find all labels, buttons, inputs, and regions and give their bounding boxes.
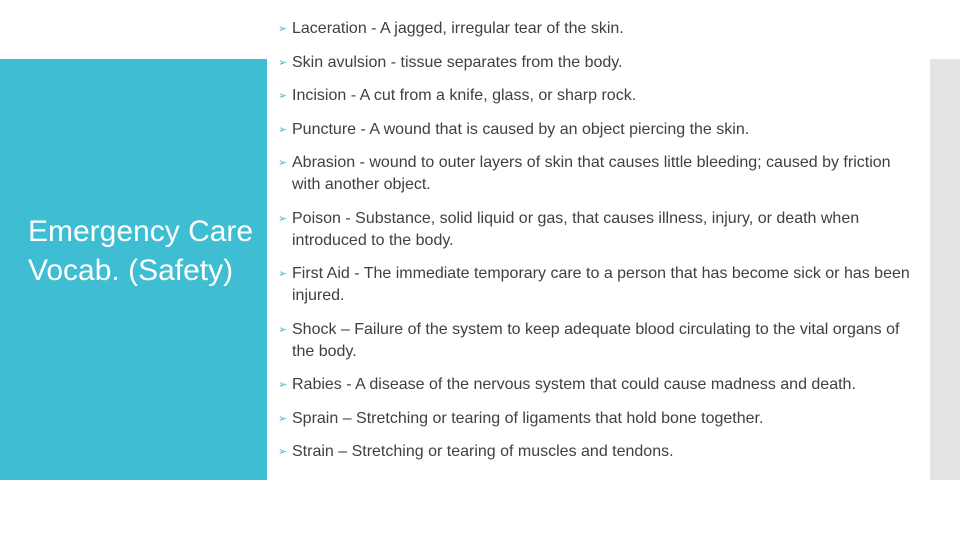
list-item bbox=[278, 18, 923, 40]
arrow-bullet-icon: ➢ bbox=[278, 157, 288, 169]
slide-title: Emergency Care Vocab. (Safety) bbox=[28, 215, 254, 287]
list-item bbox=[278, 408, 923, 430]
list-item-text: First Aid - The immediate temporary care to a person that has become sick or has been injured. bbox=[292, 265, 910, 304]
list-item-text: Skin avulsion - tissue separates from the body. bbox=[292, 53, 623, 71]
list-item-text: Shock – Failure of the system to keep adequate blood circulating to the vital organs of the body. bbox=[292, 320, 900, 360]
list-item-text: Sprain – Stretching or tearing of ligaments that hold bone together. bbox=[292, 409, 764, 427]
list-item-text: Strain – Stretching or tearing of muscles and tendons. bbox=[292, 443, 674, 460]
right-accent-stripe bbox=[930, 59, 960, 480]
arrow-bullet-icon: ➢ bbox=[278, 90, 288, 102]
list-item bbox=[278, 263, 923, 307]
arrow-bullet-icon: ➢ bbox=[278, 23, 288, 35]
list-item bbox=[278, 85, 923, 107]
list-item-text: Incision - A cut from a knife, glass, or sharp rock. bbox=[292, 87, 637, 104]
arrow-bullet-icon: ➢ bbox=[278, 323, 288, 336]
list-item-text: Poison - Substance, solid liquid or gas, that causes illness, injury, or death when introduced to the body. bbox=[292, 209, 860, 249]
arrow-bullet-icon: ➢ bbox=[278, 56, 288, 69]
list-item bbox=[278, 119, 923, 141]
list-item bbox=[278, 52, 923, 74]
arrow-bullet-icon: ➢ bbox=[278, 379, 288, 391]
arrow-bullet-icon: ➢ bbox=[278, 123, 288, 136]
list-item bbox=[278, 152, 923, 196]
list-item-text: Abrasion - wound to outer layers of skin that causes little bleeding; caused by friction with another object. bbox=[292, 154, 891, 193]
arrow-bullet-icon: ➢ bbox=[278, 212, 288, 225]
list-item bbox=[278, 319, 923, 363]
vocab-list bbox=[278, 18, 923, 475]
list-item bbox=[278, 441, 923, 463]
arrow-bullet-icon: ➢ bbox=[278, 412, 288, 425]
arrow-bullet-icon: ➢ bbox=[278, 268, 288, 280]
list-item bbox=[278, 208, 923, 252]
list-item-text: Rabies - A disease of the nervous system that could cause madness and death. bbox=[292, 376, 856, 393]
list-item bbox=[278, 374, 923, 396]
arrow-bullet-icon: ➢ bbox=[278, 446, 288, 458]
list-item-text: Puncture - A wound that is caused by an object piercing the skin. bbox=[292, 120, 750, 138]
list-item-text: Laceration - A jagged, irregular tear of the skin. bbox=[292, 20, 624, 37]
